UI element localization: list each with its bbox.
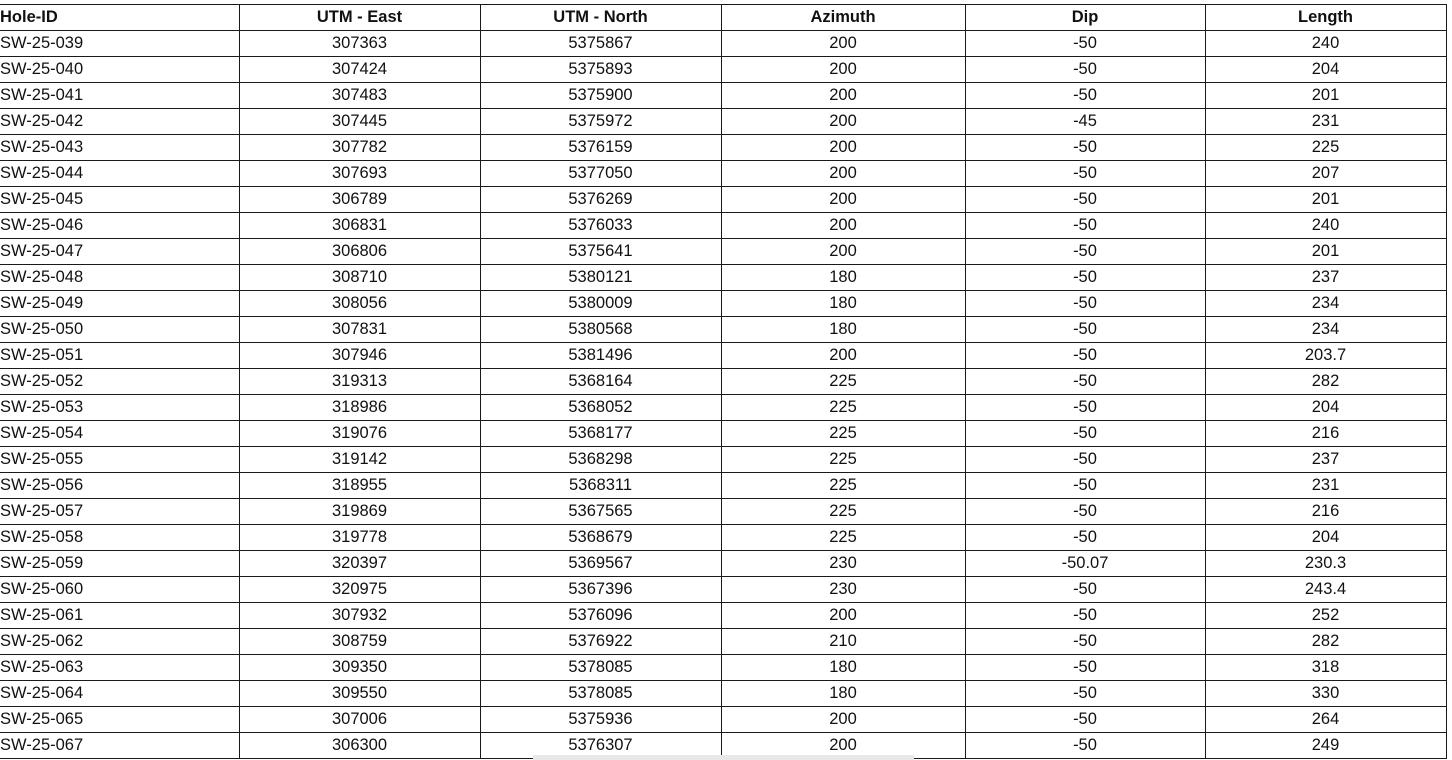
cell-hole-id: SW-25-048: [0, 265, 239, 291]
cell-utm-north: 5375641: [480, 239, 721, 265]
table-row: [0, 707, 1446, 733]
cell-length: 204: [1205, 395, 1446, 421]
table-row: [0, 135, 1446, 161]
cell-utm-east: 308710: [239, 265, 480, 291]
cell-utm-east: 307946: [239, 343, 480, 369]
cell-hole-id: SW-25-063: [0, 655, 239, 681]
table-row: [0, 603, 1446, 629]
cell-azimuth: 225: [721, 499, 965, 525]
cell-dip: -45: [965, 109, 1205, 135]
cell-azimuth: 200: [721, 187, 965, 213]
table-row: [0, 551, 1446, 577]
cell-length: 252: [1205, 603, 1446, 629]
cell-length: 201: [1205, 239, 1446, 265]
cell-utm-east: 319076: [239, 421, 480, 447]
cell-utm-north: 5375936: [480, 707, 721, 733]
cell-dip: -50: [965, 135, 1205, 161]
cell-azimuth: 225: [721, 421, 965, 447]
table-row: [0, 447, 1446, 473]
cell-dip: -50: [965, 655, 1205, 681]
cell-hole-id: SW-25-055: [0, 447, 239, 473]
cell-hole-id: SW-25-046: [0, 213, 239, 239]
cell-utm-north: 5368298: [480, 447, 721, 473]
cell-azimuth: 200: [721, 31, 965, 57]
column-header-utm-east: UTM - East: [239, 5, 480, 31]
cell-length: 240: [1205, 213, 1446, 239]
cell-dip: -50: [965, 577, 1205, 603]
cell-utm-east: 307932: [239, 603, 480, 629]
cell-azimuth: 200: [721, 239, 965, 265]
cell-dip: -50: [965, 447, 1205, 473]
table-row: [0, 681, 1446, 707]
cell-azimuth: 180: [721, 265, 965, 291]
cell-length: 204: [1205, 525, 1446, 551]
cell-azimuth: 230: [721, 577, 965, 603]
cell-length: 282: [1205, 629, 1446, 655]
cell-azimuth: 200: [721, 109, 965, 135]
cell-length: 230.3: [1205, 551, 1446, 577]
cell-length: 201: [1205, 187, 1446, 213]
table-row: [0, 577, 1446, 603]
cell-utm-north: 5380568: [480, 317, 721, 343]
cell-utm-east: 308759: [239, 629, 480, 655]
cell-dip: -50: [965, 603, 1205, 629]
cell-utm-east: 306831: [239, 213, 480, 239]
cell-utm-east: 307006: [239, 707, 480, 733]
cell-length: 237: [1205, 447, 1446, 473]
table-row: [0, 57, 1446, 83]
cell-hole-id: SW-25-058: [0, 525, 239, 551]
cell-utm-east: 307363: [239, 31, 480, 57]
cell-utm-north: 5378085: [480, 655, 721, 681]
table-row: [0, 343, 1446, 369]
cell-dip: -50: [965, 473, 1205, 499]
cell-azimuth: 200: [721, 135, 965, 161]
cell-utm-east: 307424: [239, 57, 480, 83]
cell-hole-id: SW-25-044: [0, 161, 239, 187]
table-row: [0, 421, 1446, 447]
cell-hole-id: SW-25-043: [0, 135, 239, 161]
cell-hole-id: SW-25-049: [0, 291, 239, 317]
cell-length: 282: [1205, 369, 1446, 395]
cell-azimuth: 200: [721, 343, 965, 369]
table-row: [0, 109, 1446, 135]
cell-length: 243.4: [1205, 577, 1446, 603]
cell-azimuth: 200: [721, 213, 965, 239]
cell-utm-north: 5376269: [480, 187, 721, 213]
cell-azimuth: 225: [721, 473, 965, 499]
cell-length: 234: [1205, 291, 1446, 317]
cell-hole-id: SW-25-061: [0, 603, 239, 629]
table-row: [0, 499, 1446, 525]
cell-utm-east: 319313: [239, 369, 480, 395]
cell-dip: -50: [965, 681, 1205, 707]
cell-length: 237: [1205, 265, 1446, 291]
cell-length: 264: [1205, 707, 1446, 733]
cell-length: 240: [1205, 31, 1446, 57]
cell-utm-east: 309550: [239, 681, 480, 707]
cell-utm-north: 5376307: [480, 733, 721, 759]
cell-hole-id: SW-25-051: [0, 343, 239, 369]
cell-hole-id: SW-25-062: [0, 629, 239, 655]
cell-hole-id: SW-25-057: [0, 499, 239, 525]
cell-utm-north: 5368177: [480, 421, 721, 447]
cell-utm-east: 307693: [239, 161, 480, 187]
cell-utm-north: 5368311: [480, 473, 721, 499]
cell-dip: -50: [965, 343, 1205, 369]
cell-azimuth: 225: [721, 395, 965, 421]
column-header-azimuth: Azimuth: [721, 5, 965, 31]
cell-utm-east: 318955: [239, 473, 480, 499]
cell-hole-id: SW-25-059: [0, 551, 239, 577]
cell-utm-north: 5375867: [480, 31, 721, 57]
cell-dip: -50: [965, 629, 1205, 655]
cell-length: 330: [1205, 681, 1446, 707]
cell-azimuth: 180: [721, 681, 965, 707]
cell-utm-east: 307831: [239, 317, 480, 343]
cell-hole-id: SW-25-047: [0, 239, 239, 265]
cell-length: 318: [1205, 655, 1446, 681]
cell-utm-north: 5367396: [480, 577, 721, 603]
cell-utm-east: 308056: [239, 291, 480, 317]
cell-hole-id: SW-25-053: [0, 395, 239, 421]
table-row: [0, 473, 1446, 499]
cell-length: 231: [1205, 473, 1446, 499]
cell-utm-north: 5380121: [480, 265, 721, 291]
cell-hole-id: SW-25-056: [0, 473, 239, 499]
drill-hole-table: [0, 4, 1447, 759]
cell-azimuth: 180: [721, 317, 965, 343]
header-row: [0, 5, 1446, 31]
cell-utm-east: 318986: [239, 395, 480, 421]
cell-utm-north: 5378085: [480, 681, 721, 707]
cell-dip: -50: [965, 395, 1205, 421]
table-row: [0, 655, 1446, 681]
cell-utm-east: 320397: [239, 551, 480, 577]
cell-dip: -50: [965, 369, 1205, 395]
cell-utm-east: 320975: [239, 577, 480, 603]
cell-hole-id: SW-25-050: [0, 317, 239, 343]
cell-dip: -50: [965, 421, 1205, 447]
cell-hole-id: SW-25-060: [0, 577, 239, 603]
cell-dip: -50: [965, 57, 1205, 83]
table-row: [0, 291, 1446, 317]
table-row: [0, 83, 1446, 109]
table-header: [0, 5, 1446, 31]
cell-azimuth: 230: [721, 551, 965, 577]
cell-length: 216: [1205, 421, 1446, 447]
cell-utm-north: 5375893: [480, 57, 721, 83]
table-row: [0, 213, 1446, 239]
column-header-hole-id: Hole-ID: [0, 5, 239, 31]
cell-dip: -50: [965, 161, 1205, 187]
cell-azimuth: 210: [721, 629, 965, 655]
cell-hole-id: SW-25-045: [0, 187, 239, 213]
cell-length: 203.7: [1205, 343, 1446, 369]
cell-azimuth: 200: [721, 161, 965, 187]
cell-azimuth: 180: [721, 291, 965, 317]
cell-dip: -50: [965, 83, 1205, 109]
table-body: [0, 31, 1446, 759]
cell-hole-id: SW-25-065: [0, 707, 239, 733]
cell-utm-north: 5376096: [480, 603, 721, 629]
cell-dip: -50: [965, 317, 1205, 343]
cell-utm-east: 306300: [239, 733, 480, 759]
cell-dip: -50: [965, 213, 1205, 239]
cell-hole-id: SW-25-039: [0, 31, 239, 57]
table-row: [0, 525, 1446, 551]
cell-utm-north: 5375972: [480, 109, 721, 135]
cell-utm-east: 307483: [239, 83, 480, 109]
cell-utm-north: 5376159: [480, 135, 721, 161]
cell-azimuth: 200: [721, 707, 965, 733]
cell-utm-north: 5375900: [480, 83, 721, 109]
table-row: [0, 239, 1446, 265]
cell-dip: -50: [965, 733, 1205, 759]
cell-hole-id: SW-25-064: [0, 681, 239, 707]
cell-dip: -50: [965, 239, 1205, 265]
table-row: [0, 317, 1446, 343]
table-row: [0, 629, 1446, 655]
cell-azimuth: 200: [721, 83, 965, 109]
cell-azimuth: 200: [721, 603, 965, 629]
cell-azimuth: 180: [721, 655, 965, 681]
table-row: [0, 31, 1446, 57]
cell-length: 207: [1205, 161, 1446, 187]
cell-utm-north: 5376922: [480, 629, 721, 655]
cell-dip: -50: [965, 265, 1205, 291]
cell-azimuth: 200: [721, 57, 965, 83]
cell-hole-id: SW-25-054: [0, 421, 239, 447]
cell-utm-east: 306806: [239, 239, 480, 265]
column-header-utm-north: UTM - North: [480, 5, 721, 31]
cell-hole-id: SW-25-040: [0, 57, 239, 83]
cell-utm-east: 307782: [239, 135, 480, 161]
table-row: [0, 187, 1446, 213]
cell-utm-east: 319869: [239, 499, 480, 525]
cell-dip: -50: [965, 525, 1205, 551]
cell-length: 201: [1205, 83, 1446, 109]
cell-utm-north: 5377050: [480, 161, 721, 187]
cell-dip: -50: [965, 187, 1205, 213]
horizontal-scrollbar[interactable]: [533, 755, 914, 760]
cell-utm-east: 319142: [239, 447, 480, 473]
cell-length: 225: [1205, 135, 1446, 161]
cell-hole-id: SW-25-052: [0, 369, 239, 395]
cell-utm-east: 319778: [239, 525, 480, 551]
cell-dip: -50.07: [965, 551, 1205, 577]
cell-utm-east: 306789: [239, 187, 480, 213]
cell-utm-north: 5368052: [480, 395, 721, 421]
cell-utm-north: 5369567: [480, 551, 721, 577]
cell-hole-id: SW-25-042: [0, 109, 239, 135]
table-row: [0, 369, 1446, 395]
cell-utm-north: 5368164: [480, 369, 721, 395]
cell-length: 204: [1205, 57, 1446, 83]
cell-length: 216: [1205, 499, 1446, 525]
cell-length: 249: [1205, 733, 1446, 759]
cell-length: 231: [1205, 109, 1446, 135]
cell-dip: -50: [965, 707, 1205, 733]
cell-hole-id: SW-25-041: [0, 83, 239, 109]
cell-utm-north: 5368679: [480, 525, 721, 551]
cell-dip: -50: [965, 499, 1205, 525]
cell-utm-north: 5376033: [480, 213, 721, 239]
column-header-dip: Dip: [965, 5, 1205, 31]
cell-utm-east: 309350: [239, 655, 480, 681]
column-header-length: Length: [1205, 5, 1446, 31]
cell-utm-north: 5381496: [480, 343, 721, 369]
cell-azimuth: 225: [721, 369, 965, 395]
cell-hole-id: SW-25-067: [0, 733, 239, 759]
table-row: [0, 265, 1446, 291]
cell-azimuth: 225: [721, 447, 965, 473]
table-row: [0, 395, 1446, 421]
cell-azimuth: 225: [721, 525, 965, 551]
cell-utm-north: 5367565: [480, 499, 721, 525]
cell-utm-north: 5380009: [480, 291, 721, 317]
table-row: [0, 161, 1446, 187]
cell-dip: -50: [965, 31, 1205, 57]
cell-dip: -50: [965, 291, 1205, 317]
cell-azimuth: 200: [721, 733, 965, 759]
cell-length: 234: [1205, 317, 1446, 343]
cell-utm-east: 307445: [239, 109, 480, 135]
